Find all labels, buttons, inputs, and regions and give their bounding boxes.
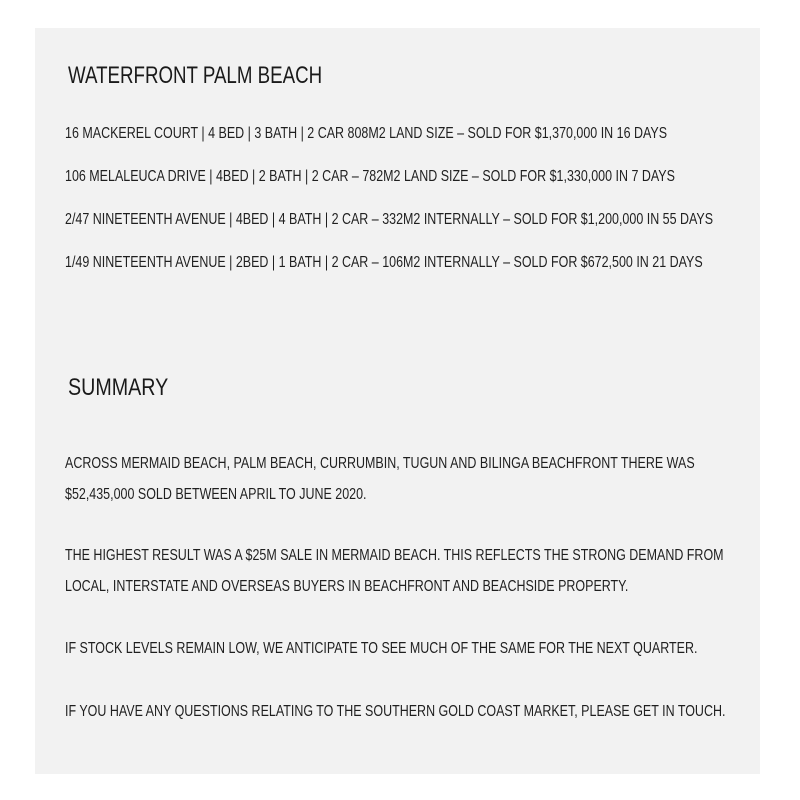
summary-paragraph-highest-result [65,540,724,602]
listing-item: 1/49 NINETEENTH AVENUE | 2BED | 1 BATH | 2 CAR – 106M2 INTERNALLY – SOLD FOR $672,500 IN 21 DAYS [65,254,703,271]
summary-line: $52,435,000 SOLD BETWEEN APRIL TO JUNE 2020. [65,486,367,503]
summary-line: THE HIGHEST RESULT WAS A $25M SALE IN MERMAID BEACH. THIS REFLECTS THE STRONG DEMAND FROM [65,547,724,564]
listing-item: 2/47 NINETEENTH AVENUE | 4BED | 4 BATH | 2 CAR – 332M2 INTERNALLY – SOLD FOR $1,200,000 IN 55 DAYS [65,211,714,228]
listing-item: 16 MACKEREL COURT | 4 BED | 3 BATH | 2 CAR 808M2 LAND SIZE – SOLD FOR $1,370,000 IN 16 DAYS [65,125,668,142]
summary-paragraph-outlook [65,633,697,664]
summary-line: LOCAL, INTERSTATE AND OVERSEAS BUYERS IN BEACHFRONT AND BEACHSIDE PROPERTY. [65,578,629,595]
summary-line: IF STOCK LEVELS REMAIN LOW, WE ANTICIPATE TO SEE MUCH OF THE SAME FOR THE NEXT QUARTER. [65,640,698,657]
listing-item: 106 MELALEUCA DRIVE | 4BED | 2 BATH | 2 CAR – 782M2 LAND SIZE – SOLD FOR $1,330,000 IN 7 DAYS [65,168,675,185]
summary-line: IF YOU HAVE ANY QUESTIONS RELATING TO THE SOUTHERN GOLD COAST MARKET, PLEASE GET IN TOUCH. [65,703,726,720]
summary-paragraph-contact [65,696,725,727]
content-panel [35,28,760,774]
section-title-summary: SUMMARY [68,374,169,401]
section-title-waterfront: WATERFRONT PALM BEACH [68,62,323,89]
summary-paragraph-totals [65,448,695,510]
summary-line: ACROSS MERMAID BEACH, PALM BEACH, CURRUMBIN, TUGUN AND BILINGA BEACHFRONT THERE WAS [65,455,695,472]
